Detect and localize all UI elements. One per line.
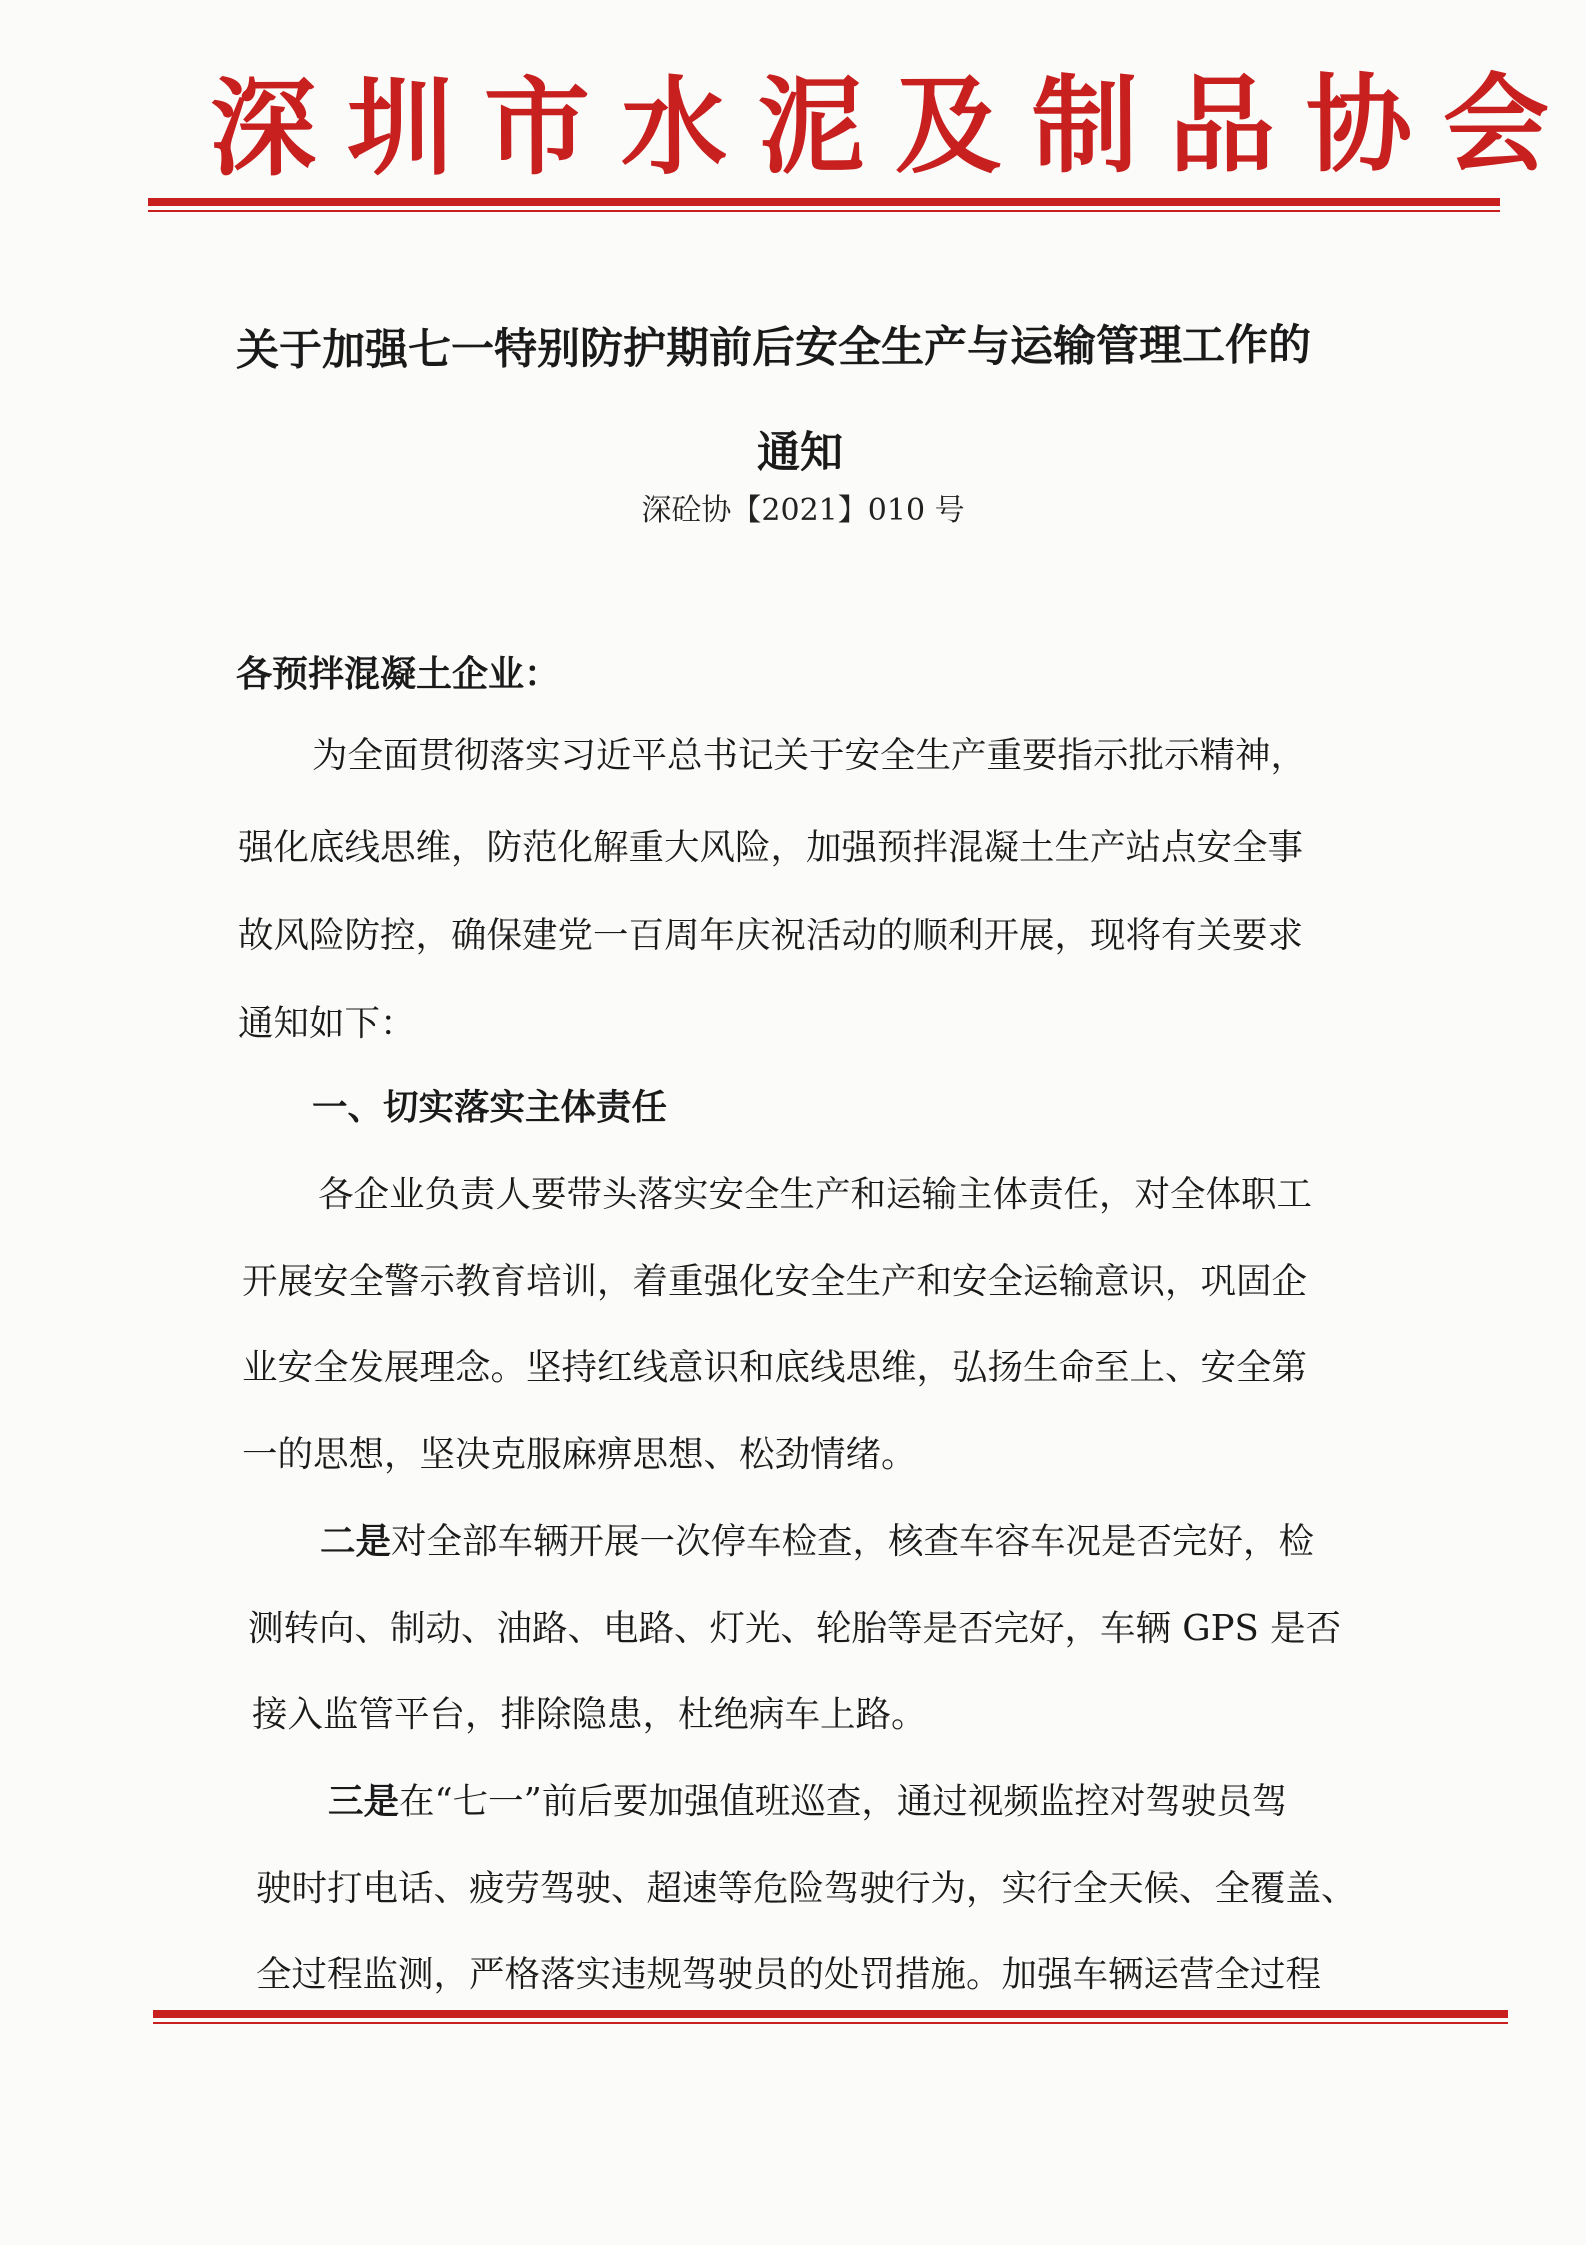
point-3-mark: 三是: [328, 1781, 400, 1822]
bottom-rule-thick-line: [153, 2010, 1508, 2018]
addressee: 各预拌混凝土企业：: [236, 654, 561, 695]
document-number: 深砼协【2021】010 号: [641, 493, 965, 528]
intro-line-2: 强化底线思维，防范化解重大风险，加强预拌混凝土生产站点安全事: [238, 827, 1304, 868]
top-rule-thin-line: [148, 210, 1500, 212]
intro-line-3: 故风险防控，确保建党一百周年庆祝活动的顺利开展，现将有关要求: [238, 915, 1304, 956]
letterhead-top-rule: [148, 198, 1500, 212]
intro-line-4: 通知如下：: [238, 1003, 416, 1044]
notice-title-line-2: 通知: [757, 428, 843, 478]
point-3-line-2: 驶时打电话、疲劳驾驶、超速等危险驾驶行为，实行全天候、全覆盖、: [256, 1868, 1357, 1909]
point-2-line-1: [320, 1519, 1314, 1565]
section-1-line-1: 各企业负责人要带头落实安全生产和运输主体责任，对全体职工: [318, 1174, 1313, 1215]
org-name: 深圳市水泥及制品协会: [209, 60, 1581, 191]
top-rule-thick-line: [148, 198, 1500, 206]
section-1-heading: 一、切实落实主体责任: [312, 1087, 668, 1128]
section-1-line-2: 开展安全警示教育培训，着重强化安全生产和安全运输意识，巩固企: [242, 1261, 1308, 1302]
section-1-line-4: 一的思想，坚决克服麻痹思想、松劲情绪。: [242, 1434, 917, 1475]
intro-line-1: 为全面贯彻落实习近平总书记关于安全生产重要指示批示精神，: [312, 735, 1307, 776]
point-3-text: 在“七一”前后要加强值班巡查，通过视频监控对驾驶员驾: [399, 1781, 1288, 1822]
notice-title-line-1: 关于加强七一特别防护期前后安全生产与运输管理工作的: [235, 320, 1312, 376]
point-2-line-2: 测转向、制动、油路、电路、灯光、轮胎等是否完好，车辆 GPS 是否: [248, 1608, 1342, 1649]
point-3-line-1: [328, 1779, 1287, 1825]
letterhead-bottom-rule: [153, 2010, 1508, 2024]
point-2-mark: 二是: [320, 1521, 392, 1562]
letterhead: [150, 48, 1581, 198]
point-3-line-3: 全过程监测，严格落实违规驾驶员的处罚措施。加强车辆运营全过程: [256, 1954, 1322, 1995]
bottom-rule-thin-line: [153, 2022, 1508, 2024]
point-2-text: 对全部车辆开展一次停车检查，核查车容车况是否完好，检: [391, 1521, 1315, 1562]
section-1-line-3: 业安全发展理念。坚持红线意识和底线思维，弘扬生命至上、安全第: [242, 1347, 1308, 1388]
point-2-line-3: 接入监管平台，排除隐患，杜绝病车上路。: [252, 1694, 927, 1735]
